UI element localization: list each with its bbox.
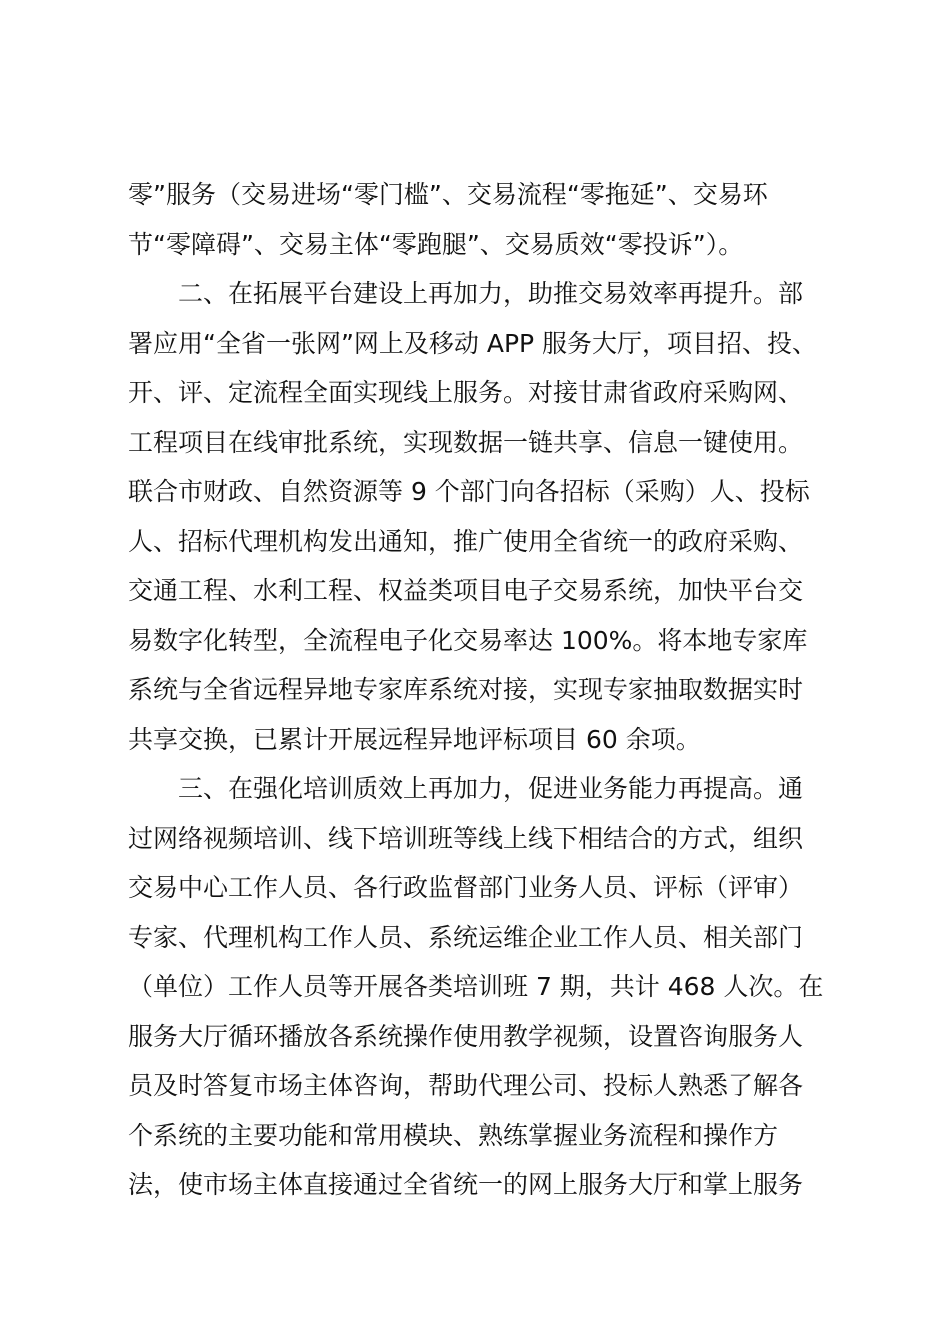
text-line: 员及时答复市场主体咨询，帮助代理公司、投标人熟悉了解各	[128, 1071, 804, 1100]
paragraph-two-start: 二、在拓展平台建设上再加力，助推交易效率再提升。部	[128, 279, 804, 308]
text-line: 法，使市场主体直接通过全省统一的网上服务大厅和掌上服务	[128, 1170, 804, 1199]
text-line: 署应用“全省一张网”网上及移动 APP 服务大厅，项目招、投、	[128, 328, 818, 358]
text-line: 工程项目在线审批系统，实现数据一链共享、信息一键使用。	[128, 427, 804, 457]
text-line: 联合市财政、自然资源等 9 个部门向各招标（采购）人、投标	[128, 477, 810, 506]
text-line: 零”服务（交易进场“零门槛”、交易流程“零拖延”、交易环	[128, 180, 768, 209]
text-line: 节“零障碍”、交易主体“零跑腿”、交易质效“零投诉”）。	[128, 229, 744, 259]
paragraph-three-start: 三、在强化培训质效上再加力，促进业务能力再提高。通	[128, 774, 804, 803]
text-line: 系统与全省远程异地专家库系统对接，实现专家抽取数据实时	[128, 675, 804, 704]
text-line: 共享交换，已累计开展远程异地评标项目 60 余项。	[128, 724, 701, 754]
text-line: 服务大厅循环播放各系统操作使用教学视频，设置咨询服务人	[128, 1021, 804, 1051]
text-line: 开、评、定流程全面实现线上服务。对接甘肃省政府采购网、	[128, 378, 804, 407]
text-line: 易数字化转型，全流程电子化交易率达 100%。将本地专家库	[128, 625, 808, 655]
body-text	[128, 170, 828, 1210]
text-line: 人、招标代理机构发出通知，推广使用全省统一的政府采购、	[128, 526, 804, 556]
text-line: （单位）工作人员等开展各类培训班 7 期，共计 468 人次。在	[128, 972, 824, 1001]
text-line: 过网络视频培训、线下培训班等线上线下相结合的方式，组织	[128, 823, 804, 853]
text-line: 专家、代理机构工作人员、系统运维企业工作人员、相关部门	[128, 922, 804, 952]
text-line: 交通工程、水利工程、权益类项目电子交易系统，加快平台交	[128, 576, 804, 605]
text-line: 个系统的主要功能和常用模块、熟练掌握业务流程和操作方	[128, 1120, 779, 1150]
text-line: 交易中心工作人员、各行政监督部门业务人员、评标（评审）	[128, 873, 804, 902]
